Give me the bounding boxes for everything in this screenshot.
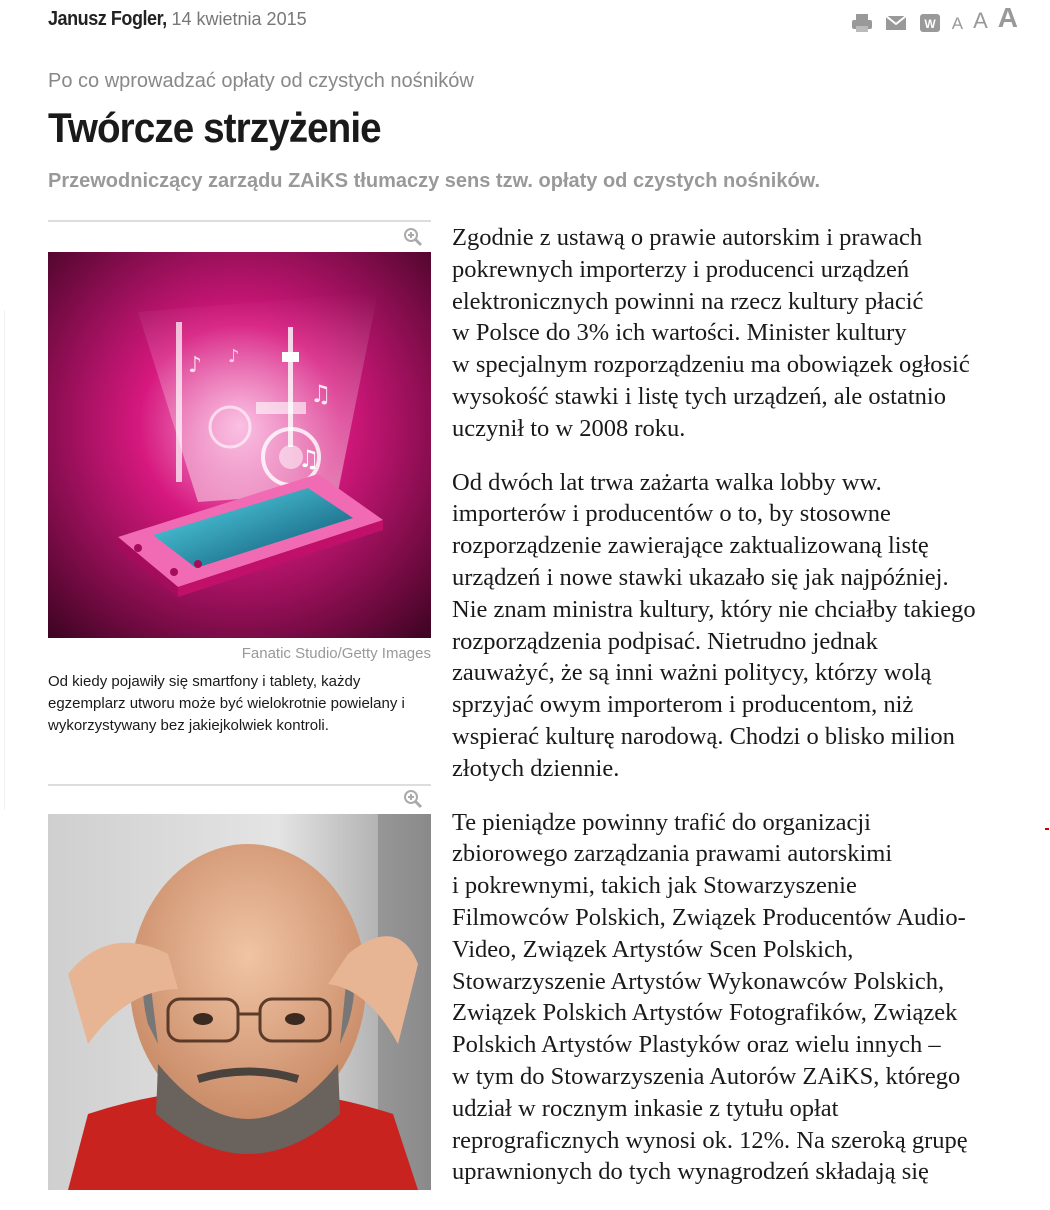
figure-divider [48,220,431,222]
font-size-small-button[interactable]: A [951,14,964,33]
article-lead: Przewodniczący zarządu ZAiKS tłumaczy sens tzw. opłaty od czystych nośników. [48,170,821,192]
article-paragraph: Te pieniądze powinny trafić do organizacji zbiorowego zarządzania prawami autorskimi i pokrewnymi, takich jak Stowarzyszenie Filmowców Polskich, Związek Producentów Audio- Video, Związek Artystów Scen Polskich, Stowarzyszenie Artystów Wykonawców Polskich, Związek Polskich Artystów Fotografików, Związek Polskich Artystów Plastyków oraz wielu innych – w tym do Stowarzyszenia Autorów ZAiKS, którego udział w rocznym inkasie z tytułu opłat reprograficznych wynosi ok. 12%. Na szeroką grupę uprawnionych do tych wynagrodzeń składają się [452,808,968,1186]
font-size-medium-button[interactable]: A [973,8,988,33]
smartphone-illustration[interactable] [48,252,431,638]
author-name[interactable]: Janusz Fogler, [48,8,167,30]
edge-marker [1045,828,1049,830]
mail-icon[interactable] [884,12,908,34]
svg-text:W: W [924,17,936,31]
wykop-icon[interactable] [918,12,942,34]
zoom-icon[interactable] [402,788,424,810]
article-tools [850,2,1018,34]
article-kicker: Po co wprowadzać opłaty od czystych nośników [48,70,474,92]
photo-caption: Od kiedy pojawiły się smartfony i tablety, każdy egzemplarz utworu może być wielokrotnie powielany i wykorzystywany bez jakiejkolwiek kontroli. [48,673,405,734]
svg-text:♪: ♪ [188,353,203,378]
zoom-icon[interactable] [402,226,424,248]
photo-credit: Fanatic Studio/Getty Images [241,645,431,662]
article-title: Twórcze strzyżenie [48,104,381,151]
font-size-large-button[interactable]: A [997,2,1018,33]
svg-text:♪: ♪ [228,346,240,367]
figure-divider [48,784,431,786]
print-icon[interactable] [850,12,874,34]
portrait-photo[interactable] [48,814,431,1190]
svg-text:♫: ♫ [298,445,320,473]
article-paragraph: Zgodnie z ustawą o prawie autorskim i prawach pokrewnych importerzy i producenci urządzeń elektronicznych powinni na rzecz kultury płacić w Polsce do 3% ich wartości. Minister kultury w specjalnym rozporządzeniu ma obowiązek ogłosić wysokość stawki i listę tych urządzeń, ale ostatnio uczynił to w 2008 roku. [452,224,970,442]
byline [48,8,307,31]
publish-date: 14 kwietnia 2015 [171,9,307,29]
article-paragraph: Od dwóch lat trwa zażarta walka lobby ww. importerów i producentów o to, by stosowne rozporządzenie zawierające zaktualizowaną listę urządzeń i nowe stawki ukazało się jak najpóźniej. Nie znam ministra kultury, który nie chciałby takiego rozporządzenia podpisać. Nietrudno jednak zauważyć, że są inni ważni politycy, którzy wolą sprzyjać owym importerom i producentom, niż wspierać kulturę narodową. Chodzi o blisko milion złotych dziennie. [452,468,976,782]
svg-text:♫: ♫ [310,380,332,408]
article-body [452,222,1027,1210]
page-edge-line [4,310,5,810]
